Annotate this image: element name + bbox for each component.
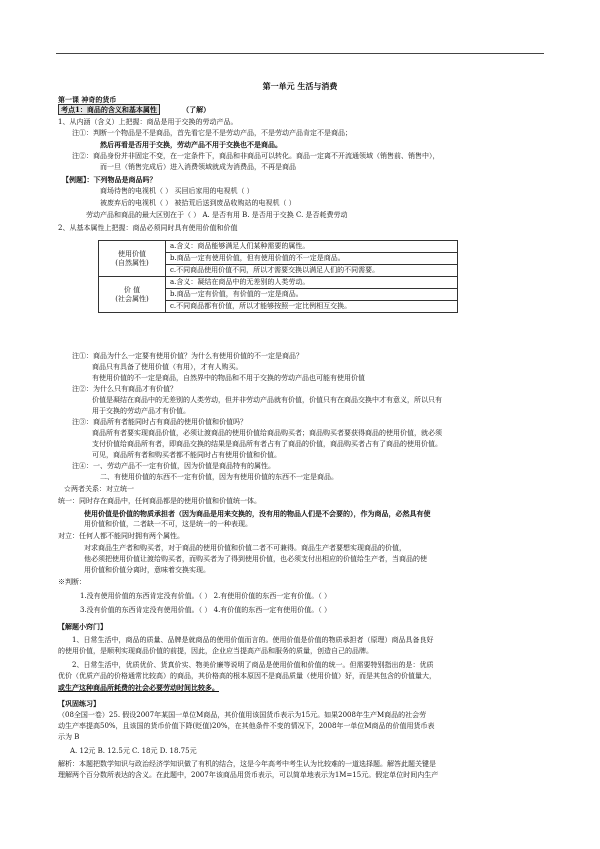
q4: 注④：一、劳动产品不一定有价值，因为价值是商品特有的属性。 (72, 462, 275, 470)
point-label: 考点1：商品的含义和基本属性 (58, 104, 160, 115)
value-header (99, 277, 166, 313)
practice-analysis1: 解析：本题把数学知识与政治经济学知识做了有机的结合，这是今年高考中考生认为比较难的一道选择题。解答此题关键是 (58, 760, 436, 768)
judge-title: ※判断： (58, 578, 86, 586)
use-value-header (99, 241, 166, 277)
tip1b: 的使用价值，是顺利实现商品价值的前提，因此，企业应当提高产品和服务的质量，创造自己的品牌。 (58, 647, 373, 655)
q2: 注②：为什么只有商品才有价值？ (72, 385, 177, 393)
value-b: b.商品一定有价值，有价值的一定是商品。 (166, 289, 458, 301)
q2a: 价值是凝结在商品中的无差别的人类劳动，但并非劳动产品就有价值，价值只有在商品交换中才有意义，所以只有 (92, 396, 442, 404)
q4b: 二、有使用价值的东西不一定有价值，因为有使用价值的东西不一定是商品。 (100, 473, 338, 481)
tip1a: 1、日常生活中，商品的质量、品牌是就商品的使用价值而言的。使用价值是价值的物质承担者（原理）商品具备良好 (72, 636, 434, 644)
use-value-sub: (自然属性) (115, 258, 149, 267)
value-c: c.不同商品都有价值，所以才能够按照一定比例相互交换。 (166, 301, 458, 313)
opposition-4: 用价值和价值分离时，意味着交换实现。 (84, 566, 210, 574)
q3a: 商品所有者要实现商品价值，必须让渡商品的使用价值给商品购买者；商品购买者要获得商品的使用价值，就必须 (92, 429, 442, 437)
opposition-1: 对立：任何人都不能同时拥有两个属性。 (58, 532, 184, 540)
judge-row1: 1.没有使用价值的东西肯定没有价值。（ ） 2.有使用价值的东西一定有价值。（ ） (80, 592, 332, 600)
note1: 注①：判断一个物品是不是商品，首先看它是不是劳动产品，不是劳动产品肯定不是商品； (72, 129, 352, 137)
practice-q1: （08全国一卷）25. 假设2007年某国一单位M商品，其价值用该国货币表示为15元。如果2008年生产M商品的社会劳 (58, 711, 427, 719)
section1-title: 1、从内涵（含义）上把握：商品是用于交换的劳动产品。 (58, 118, 238, 126)
tip2a: 2、日常生活中，优质优价、货真价实、物美价廉等说明了商品是使用价值和价值的统一。但需要特别指出的是：优质 (72, 661, 434, 669)
lesson-title: 第一课 神奇的货币 (58, 95, 117, 104)
value-a: a.含义：凝结在商品中的无差别的人类劳动。 (166, 277, 458, 289)
use-value-b: b.商品一定有使用价值，但有使用价值的不一定是商品。 (166, 253, 458, 265)
tip2b: 优价（优质产品的价格通常比较高）的商品，其价格高的根本原因不是商品质量（使用价值）好，而是其包含的价值量大， (58, 672, 436, 680)
value-sub: (社会属性) (115, 294, 149, 303)
note1b: 然后再看是否用于交换，劳动产品不用于交换也不是商品。 (100, 140, 282, 149)
practice-q2: 动生产率提高50%，且该国的货币价值下降(贬值)20%，在其他条件不变的情况下，2008年一单位M商品的价值用货币表 (58, 722, 435, 730)
use-value-title: 使用价值 (118, 249, 146, 258)
practice-analysis2: 理解两个百分数所表达的含义。在此题中，2007年该商品用货币表示，可以简单地表示为1M=15元。假定单位时间内生产 (58, 771, 439, 779)
note2: 注②：商品身份并非固定不变，在一定条件下，商品和非商品可以转化。商品一定离不开流通领域（销售前、销售中）， (72, 152, 440, 160)
point-tag: （了解） (182, 105, 211, 114)
example-row2: 被废弃后的电视机（ ） 被拾荒后送到废品收购站的电视机（ ） (100, 199, 296, 207)
relation-title: ☆两者关系：对立统一 (64, 485, 134, 493)
opposition-2: 对求商品生产者和购买者，对于商品的使用价值和价值二者不可兼得。商品生产者要想实现商品的价值， (84, 544, 406, 552)
unity-2: 使用价值是价值的物质承担者（因为商品是用来交换的，没有用的物品人们是不会要的），作为商品，必然具有使 (84, 509, 431, 518)
q3b: 支付价值给商品所有者，即商品交换的结果是商品所有者占有了商品的价值，商品购买者占有了商品的使用价值。 (92, 440, 442, 448)
opposition-3: 他必须把使用价值让渡给购买者，而购买者为了得到使用价值，也必须支付出相应的价值给生产者，当商品的使 (84, 555, 427, 563)
example-title: 【例题】：下列物品是商品吗？ (62, 175, 157, 184)
attribute-table (98, 240, 458, 313)
unity-3: 用价值和价值，二者缺一不可，这是统一的一种表现。 (84, 520, 252, 528)
tip2c: 或生产这种商品所耗费的社会必要劳动时间比较多。 (58, 683, 219, 692)
header-rule (56, 53, 544, 54)
q1b: 有使用价值的不一定是商品，自然界中的物品和不用于交换的劳动产品也可能有使用价值 (92, 374, 365, 382)
value-title: 价 值 (123, 285, 141, 294)
tips-title: 【解题小窍门】 (58, 622, 107, 631)
example-row1: 商场待售的电视机（ ） 买回后家用的电视机（ ） (100, 187, 254, 195)
q2b: 用于交换的劳动产品才有价值。 (92, 407, 190, 415)
example-row3: 劳动产品和商品的最大区别在于（ ） A. 是否有用 B. 是否用于交换 C. 是否耗费劳动 (86, 211, 348, 219)
unit-title: 第一单元 生活与消费 (262, 81, 338, 91)
unity-1: 统一：同时存在商品中，任何商品都是的使用价值和价值统一体。 (58, 497, 261, 505)
practice-options: A. 12元 B. 12.5元 C. 18元 D. 18.75元 (70, 747, 197, 755)
q3: 注③：商品所有者能同时占有商品的使用价值和价值吗？ (72, 418, 247, 426)
note2b: 而一旦（销售完成后）进入消费领域就成为消费品，不再是商品 (100, 163, 296, 171)
use-value-a: a.含义：商品能够满足人们某种需要的属性。 (166, 241, 458, 253)
section2-title: 2、从基本属性上把握：商品必须同时具有使用价值和价值 (58, 224, 238, 232)
practice-title: 【巩固练习】 (58, 699, 100, 708)
q1: 注①：商品为什么一定要有使用价值？为什么有使用价值的不一定是商品？ (72, 352, 303, 360)
judge-row2: 3.没有价值的东西肯定没有使用价值。（ ） 4.有价值的东西一定有使用价值。（ ） (80, 606, 332, 614)
q1a: 商品只有具备了使用价值（有用），才有人购买。 (92, 363, 243, 371)
practice-q3: 示为 B (58, 733, 80, 741)
q3c: 可见，商品所有者和购买者都不能同时占有使用价值和价值。 (92, 451, 281, 459)
use-value-c: c.不同商品使用价值不同，所以才需要交换以满足人们的不同需要。 (166, 265, 458, 277)
point-heading (58, 105, 210, 115)
